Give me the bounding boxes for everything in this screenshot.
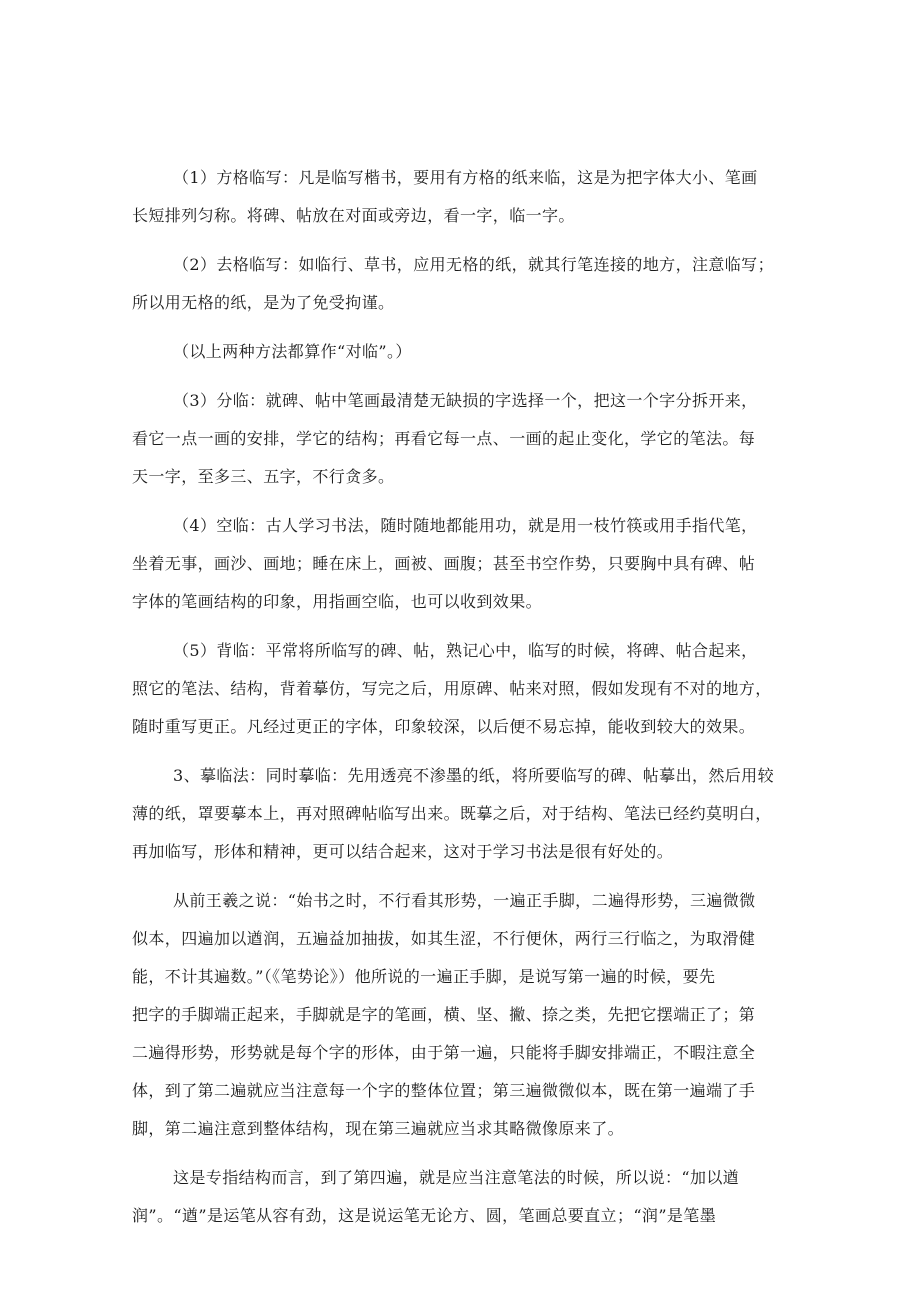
text-line: 看它一点一画的安排，学它的结构；再看它每一点、一画的起止变化，学它的笔法。每	[132, 429, 756, 448]
text-line: （1）方格临写：凡是临写楷书，要用有方格的纸来临，这是为把字体大小、笔画	[173, 168, 758, 187]
text-line: 天一字，至多三、五字，不行贪多。	[132, 467, 395, 486]
text-line: 随时重写更正。凡经过更正的字体，印象较深，以后便不易忘掉，能收到较大的效果。	[132, 717, 756, 736]
text-line: （3）分临：就碑、帖中笔画最清楚无缺损的字选择一个，把这一个字分拆开来，	[173, 391, 758, 410]
text-line: 二遍得形势，形势就是每个字的形体，由于第一遍，只能将手脚安排端正，不暇注意全	[132, 1043, 756, 1062]
paragraph-tracing-copying	[132, 757, 792, 871]
text-line: （5）背临：平常将所临写的碑、帖，熟记心中，临写的时候，将碑、帖合起来，	[173, 641, 758, 660]
paragraph-square-grid-copying	[132, 159, 792, 235]
text-line: 把字的手脚端正起来，手脚就是字的笔画，横、坚、撇、捺之类，先把它摆端正了；第	[132, 1005, 756, 1024]
paragraph-memory-copying	[132, 632, 792, 746]
paragraph-air-copying	[132, 507, 792, 621]
text-line: （以上两种方法都算作“对临”。）	[173, 342, 412, 361]
text-line: 再加临写，形体和精神，更可以结合起来，这对于学习书法是很有好处的。	[132, 842, 674, 861]
paragraph-split-copying	[132, 382, 792, 496]
text-line: 字体的笔画结构的印象，用指画空临，也可以收到效果。	[132, 592, 543, 611]
paragraph-gridless-copying	[132, 246, 792, 322]
text-line: 脚，第二遍注意到整体结构，现在第三遍就应当求其略微像原来了。	[132, 1119, 625, 1138]
text-line: 似本，四遍加以遒润，五遍益加抽拔，如其生涩，不行便休，两行三行临之，为取滑健	[132, 929, 756, 948]
text-line: 体，到了第二遍就应当注意每一个字的整体位置；第三遍微微似本，既在第一遍端了手	[132, 1081, 756, 1100]
paragraph-note-face-copying	[132, 333, 792, 371]
text-line: 3、摹临法：同时摹临：先用透亮不渗墨的纸，将所要临写的碑、帖摹出，然后用较	[173, 766, 774, 785]
text-line: （2）去格临写：如临行、草书，应用无格的纸，就其行笔连接的地方，注意临写；	[173, 255, 774, 274]
text-line: 能，不计其遍数。”（《笔势论》）他所说的一遍正手脚，是说写第一遍的时候，要先	[132, 967, 716, 986]
text-line: （4）空临：古人学习书法，随时随地都能用功，就是用一枝竹筷或用手指代笔，	[173, 516, 758, 535]
text-line: 所以用无格的纸，是为了免受拘谨。	[132, 293, 395, 312]
text-line: 长短排列匀称。将碑、帖放在对面或旁边，看一字，临一字。	[132, 206, 575, 225]
document-body	[132, 159, 792, 1246]
paragraph-fourth-pass	[132, 1159, 792, 1235]
text-line: 照它的笔法、结构，背着摹仿，写完之后，用原碑、帖来对照，假如发现有不对的地方，	[132, 679, 772, 698]
paragraph-wang-xizhi-quote	[132, 882, 792, 1148]
text-line: 这是专指结构而言，到了第四遍，就是应当注意笔法的时候，所以说：“加以遒	[173, 1168, 740, 1187]
text-line: 从前王羲之说：“始书之时，不行看其形势，一遍正手脚，二遍得形势，三遍微微	[173, 891, 756, 910]
text-line: 润”。“遒”是运笔从容有劲，这是说运笔无论方、圆，笔画总要直立；“润”是笔墨	[132, 1206, 717, 1225]
text-line: 薄的纸，罩要摹本上，再对照碑帖临写出来。既摹之后，对于结构、笔法已经约莫明白，	[132, 804, 772, 823]
text-line: 坐着无事，画沙、画地；睡在床上，画被、画腹；甚至书空作势，只要胸中具有碑、帖	[132, 554, 756, 573]
